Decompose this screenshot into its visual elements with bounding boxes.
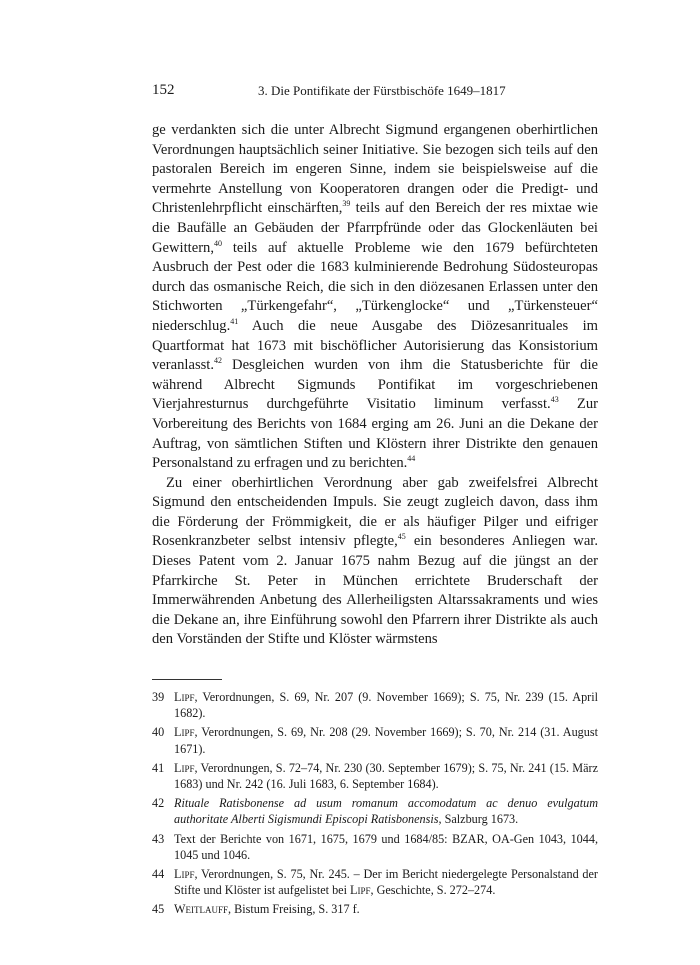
paragraph-2: Zu einer oberhirtlichen Verordnung aber gab zweifelsfrei Albrecht Sigmund den entscheidenden Impuls. Sie zeugt zugleich davon, dass ihm die Förderung der Frömmigkeit, die er als häufiger Pilger und eifriger Rosenkranzbeter selbst intensiv pflegte,$^{45}$ ein besonderes Anliegen war. Dieses Patent vom 2. Januar 1675 nahm Bezug auf die jüngst an der Pfarrkirche St. Peter in München errichtete Bruderschaft der Immerwährenden Anbetung des Allerheiligsten Altarssakraments und wies die Dekane an, ihre Einführung sowohl den Pfarrern ihrer Distrikte als auch den Vorständen der Stifte und Klöster wärmstens [152,474,599,648]
running-header [152,82,598,104]
body-text [152,121,598,650]
paragraph-1: ge verdankten sich die unter Albrecht Sigmund ergangenen oberhirtlichen Verordnungen hauptsächlich seiner Initiative. Sie bezogen sich teils auf den pastoralen Bereich im engeren Sinne, indem sie beispielsweise auf die vermehrte Anstellung von Kooperatoren drangen oder die Predigt- und Christenlehrpflicht einschärften,$^{39}$ teils auf den Bereich der res mixtae wie die Baufälle an Gebäuden der Pfarrpfründe oder das Glockenläuten bei Gewittern,$^{40}$ teils auf aktuelle Probleme wie den 1679 befürchteten Ausbruch der Pest oder die 1683 kulminierende Bedrohung Südosteuropas durch das osmanische Reich, die sich in den diözesanen Erlassen unter den Stichworten „Türkengefahr“, „Türkenglocke“ und „Türkensteuer“ niederschlug.$^{41}$ Auch die neue Ausgabe des Diözesanrituales im Quartformat hat 1673 mit bischöflicher Autorisierung das Konsistorium veranlasst.$^{42}$ Desgleichen wurden von ihm die Statusberichte für die während Albrecht Sigmunds Pontifikat im vorgeschriebenen Vierjahresturnus durchgeführte Visitatio liminum verfasst.$^{43}$ Zur Vorbereitung des Berichts von 1684 erging am 26. Juni an die Dekane der Auftrag, von sämtlichen Stiften und Klöstern ihrer Distrikte den genauen Personalstand zu erfragen und zu berichten.$^{44}$ [152,122,599,472]
footnote-ref-43[interactable]: 43 [550,395,559,405]
footnote-42: 42 Rituale Ratisbonense ad usum romanum accomodatum ac denuo evulgatum authoritate Alberti Sigismundi Episcopi Ratisbonensis, Salzburg 1673. [152,796,598,827]
running-title: 3. Die Pontifikate der Fürstbischöfe 1649–1817 [258,83,506,98]
footnote-43: 43 Text der Berichte von 1671, 1675, 1679 und 1684/85: BZAR, OA-Gen 1043, 1044, 1045 und 1046. [152,831,598,862]
footnote-41: 41 Lipf, Verordnungen, S. 72–74, Nr. 230 (30. September 1679); S. 75, Nr. 241 (15. März 1683) und Nr. 242 (16. Juli 1683, 6. September 1684). [152,760,598,792]
book-page [152,82,598,921]
footnote-ref-44[interactable]: 44 [407,454,416,464]
footnote-45: 45 Weitlauff, Bistum Freising, S. 317 f. [152,902,360,917]
footnote-39: 39 Lipf, Verordnungen, S. 69, Nr. 207 (9. November 1669); S. 75, Nr. 239 (15. April 1682). [152,690,598,721]
footnote-ref-40[interactable]: 40 [214,238,223,248]
footnote-ref-42[interactable]: 42 [214,356,223,366]
footnotes [152,689,598,918]
footnote-44: 44 Lipf, Verordnungen, S. 75, Nr. 245. – Der im Bericht niedergelegte Personalstand der Stifte und Klöster ist aufgelistet bei Lipf, Geschichte, S. 272–274. [152,867,598,898]
footnote-ref-45[interactable]: 45 [397,532,406,542]
footnote-40: 40 Lipf, Verordnungen, S. 69, Nr. 208 (29. November 1669); S. 70, Nr. 214 (31. August 1671). [152,725,598,756]
footnote-ref-39[interactable]: 39 [342,199,351,209]
page-number: 152 [152,82,175,98]
footnote-ref-41[interactable]: 41 [230,317,239,327]
footnote-separator [152,679,222,680]
